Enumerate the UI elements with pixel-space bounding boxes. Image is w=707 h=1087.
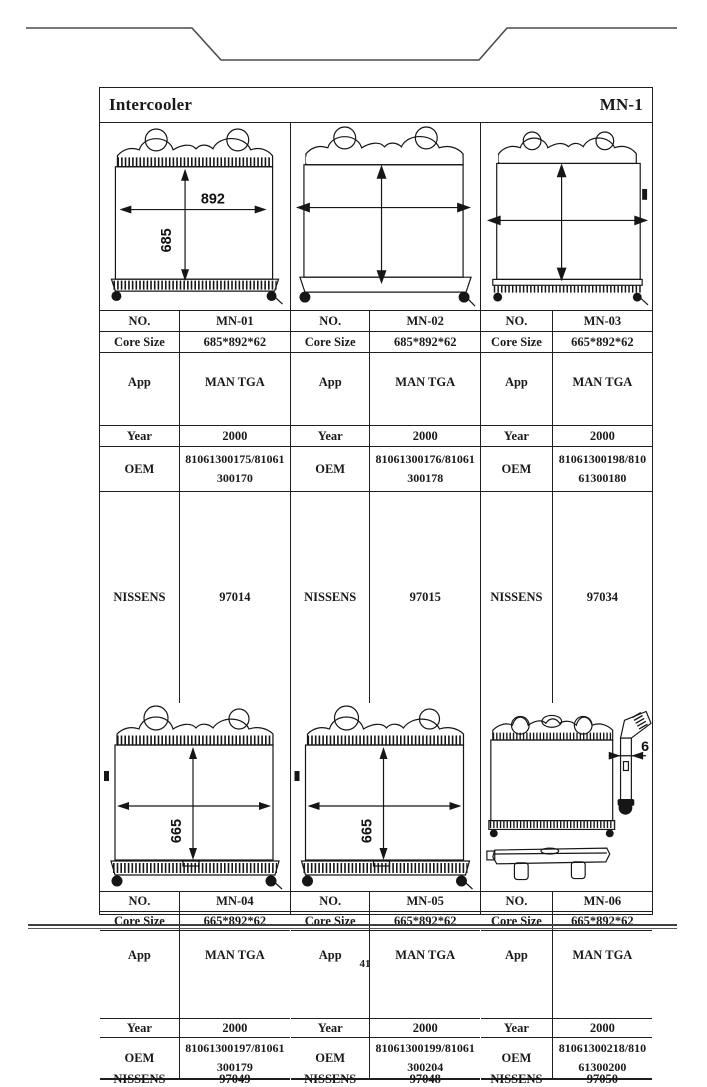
spec-row-app — [481, 931, 652, 1019]
spec-value: 2000 — [412, 1020, 438, 1035]
spec-value: MN-05 — [406, 894, 444, 908]
spec-label: Core Size — [481, 912, 553, 930]
spec-value: 2000 — [222, 1020, 248, 1035]
core — [497, 163, 640, 279]
spec-value: 685*892*62 — [393, 334, 457, 349]
intercooler-front-drawing-mn-05 — [291, 703, 480, 891]
spec-value: MN-03 — [583, 313, 622, 328]
spec-label: NISSENS — [100, 492, 180, 703]
spec-value: MN-06 — [583, 894, 622, 908]
tank-bottom — [111, 279, 282, 304]
intercooler-front-drawing-mn-03 — [481, 123, 652, 310]
spec-value: 665*892*62 — [203, 913, 267, 928]
spec-row-core-size — [481, 332, 652, 353]
spec-label: Year — [291, 1019, 370, 1037]
tank-top — [308, 706, 464, 745]
spec-label: OEM — [100, 1038, 180, 1078]
spec-value: 81061300218/81061300200 — [558, 1041, 647, 1074]
spec-value: 81061300175/81061300170 — [185, 452, 285, 485]
dim-label-height: 685 — [159, 228, 176, 253]
spec-row-no — [100, 311, 290, 332]
tank-top — [117, 706, 273, 745]
spec-row-no — [481, 892, 652, 912]
spec-row-nissens: NISSENS 97050 — [481, 1079, 652, 1080]
spec-value: MN-02 — [406, 313, 444, 328]
width-dimension-arrow — [308, 802, 462, 810]
spec-row-oem — [291, 1038, 480, 1079]
bottom-view — [487, 848, 610, 879]
spec-row-oem — [291, 447, 480, 492]
spec-label: Year — [100, 426, 180, 446]
intercooler-views-drawing-mn-06 — [481, 703, 652, 891]
spec-label: Year — [481, 426, 553, 446]
spec-row-nissens: NISSENS 97049 — [100, 1079, 290, 1080]
spec-label: App — [100, 353, 180, 425]
dim-label-width: 892 — [200, 191, 225, 208]
spec-value: 97034 — [586, 590, 619, 604]
spec-label: Year — [100, 1019, 180, 1037]
spec-value: 97015 — [409, 590, 441, 604]
spec-row-nissens — [291, 492, 480, 703]
page-number: 41 — [359, 958, 371, 970]
dim-label-height: 665 — [169, 818, 185, 844]
height-dimension-arrow — [377, 165, 387, 284]
spec-label: Core Size — [100, 912, 180, 930]
width-dimension-arrow — [296, 203, 471, 213]
intercooler-front-drawing-mn-01 — [100, 123, 290, 310]
bottom-section-col1 — [100, 703, 290, 1086]
spec-label: Core Size — [100, 332, 180, 352]
spec-value: 665*892*62 — [393, 913, 457, 928]
side-tab — [295, 771, 300, 781]
spec-value: 81061300198/81061300180 — [558, 452, 647, 485]
core — [306, 745, 464, 860]
spec-row-year — [481, 426, 652, 447]
spec-row-core-size — [291, 332, 480, 353]
spec-value: MAN TGA — [204, 948, 265, 962]
spec-value: 665*892*62 — [571, 334, 634, 349]
spec-value: MN-01 — [216, 313, 254, 328]
drawing-cell-mn-05 — [291, 703, 480, 892]
table-header — [100, 88, 652, 123]
intercooler-front-drawing-mn-04 — [100, 703, 290, 891]
spec-row-year — [100, 1019, 290, 1038]
spec-row-oem — [100, 447, 290, 492]
spec-value: 81061300199/81061300204 — [375, 1041, 475, 1074]
tank-bottom — [111, 861, 282, 889]
tank-bottom — [493, 279, 648, 305]
spec-label: OEM — [100, 447, 180, 491]
drawing-cell-mn-02 — [291, 123, 480, 311]
spec-row-app — [291, 931, 480, 1019]
side-view-pipe — [618, 712, 651, 815]
spec-row-app — [291, 353, 480, 426]
spec-value: MAN TGA — [572, 948, 633, 962]
bottom-section-col3 — [481, 703, 652, 1086]
spec-value: 2000 — [412, 428, 438, 443]
spec-row-nissens: NISSENS 97048 — [291, 1079, 480, 1080]
spec-label: NO. — [481, 311, 553, 331]
tank-bottom — [299, 277, 475, 306]
tank-top — [499, 132, 637, 163]
spec-row-no — [291, 892, 480, 912]
core — [115, 745, 273, 860]
spec-label: App — [100, 931, 180, 1018]
dim-label-height: 665 — [359, 818, 376, 844]
spec-label: Year — [291, 426, 370, 446]
tank-top — [117, 129, 272, 167]
intercooler-front-drawing-mn-02 — [291, 123, 480, 310]
core — [115, 167, 272, 279]
drawing-cell-mn-03 — [481, 123, 652, 311]
spec-label: NISSENS — [481, 492, 553, 703]
spec-label: App — [291, 353, 370, 425]
width-dimension-arrow — [117, 802, 271, 810]
spec-value: 97014 — [219, 590, 251, 604]
height-dimension-arrow — [557, 163, 567, 281]
spec-value: 685*892*62 — [203, 334, 267, 349]
spec-label: NO. — [100, 311, 180, 331]
spec-row-year — [291, 426, 480, 447]
spec-value: MAN TGA — [395, 375, 456, 389]
width-dimension-arrow — [487, 216, 648, 226]
spec-label: App — [481, 931, 553, 1018]
height-dimension-arrow — [189, 747, 197, 860]
width-dimension-arrow — [119, 206, 266, 214]
spec-value: 665*892*62 — [571, 913, 634, 928]
page-code: MN-1 — [599, 95, 643, 114]
spec-value: MAN TGA — [395, 948, 456, 962]
spec-label: NO. — [481, 892, 553, 911]
spec-label: OEM — [291, 447, 370, 491]
spec-label: OEM — [481, 1038, 553, 1078]
spec-label: App — [291, 931, 370, 1018]
spec-row-oem — [481, 1038, 652, 1079]
spec-row-nissens — [100, 492, 290, 703]
page-title: Intercooler — [109, 95, 193, 114]
column-3 — [480, 123, 652, 1086]
drawing-cell-mn-04 — [100, 703, 290, 892]
height-dimension-arrow — [181, 169, 189, 281]
spec-label: NISSENS — [291, 492, 370, 703]
spec-row-app — [100, 931, 290, 1019]
spec-row-no — [481, 311, 652, 332]
spec-label: NO. — [291, 311, 370, 331]
top-decorative-rule — [0, 0, 707, 70]
spec-label: Core Size — [291, 912, 370, 930]
height-dimension-arrow — [380, 747, 388, 860]
spec-label: Core Size — [481, 332, 553, 352]
spec-label: App — [481, 353, 553, 425]
spec-row-app — [100, 353, 290, 426]
spec-row-oem — [100, 1038, 290, 1079]
drawing-cell-mn-01 — [100, 123, 290, 311]
spec-value: 2000 — [589, 428, 615, 443]
spec-row-oem — [481, 447, 652, 492]
spec-label: NO. — [100, 892, 180, 911]
front-view — [489, 715, 615, 837]
spec-label: OEM — [291, 1038, 370, 1078]
side-tab — [104, 771, 109, 781]
spec-label: OEM — [481, 447, 553, 491]
core — [304, 165, 463, 277]
spec-row-no — [291, 311, 480, 332]
side-tab — [642, 189, 647, 200]
spec-value: MN-04 — [216, 894, 254, 908]
spec-row-year — [481, 1019, 652, 1038]
spec-value: MAN TGA — [572, 375, 633, 389]
drawing-cell-mn-06 — [481, 703, 652, 892]
spec-value: MAN TGA — [204, 375, 265, 389]
spec-row-no — [100, 892, 290, 912]
spec-label: Core Size — [291, 332, 370, 352]
spec-value: 81061300176/81061300178 — [375, 452, 475, 485]
spec-value: 2000 — [222, 428, 248, 443]
spec-row-core-size — [100, 332, 290, 353]
column-1 — [100, 123, 290, 1086]
dim-label-pipe: 6 — [641, 738, 650, 755]
spec-label: NO. — [291, 892, 370, 911]
tank-bottom — [302, 861, 473, 889]
tank-top — [306, 127, 463, 165]
spec-value: 2000 — [589, 1020, 615, 1035]
bottom-decorative-rule — [28, 924, 677, 929]
spec-row-year — [291, 1019, 480, 1038]
spec-row-year — [100, 426, 290, 447]
spec-value: 81061300197/81061300179 — [185, 1041, 285, 1074]
spec-row-app — [481, 353, 652, 426]
spec-label: Year — [481, 1019, 553, 1037]
spec-row-nissens — [481, 492, 652, 703]
